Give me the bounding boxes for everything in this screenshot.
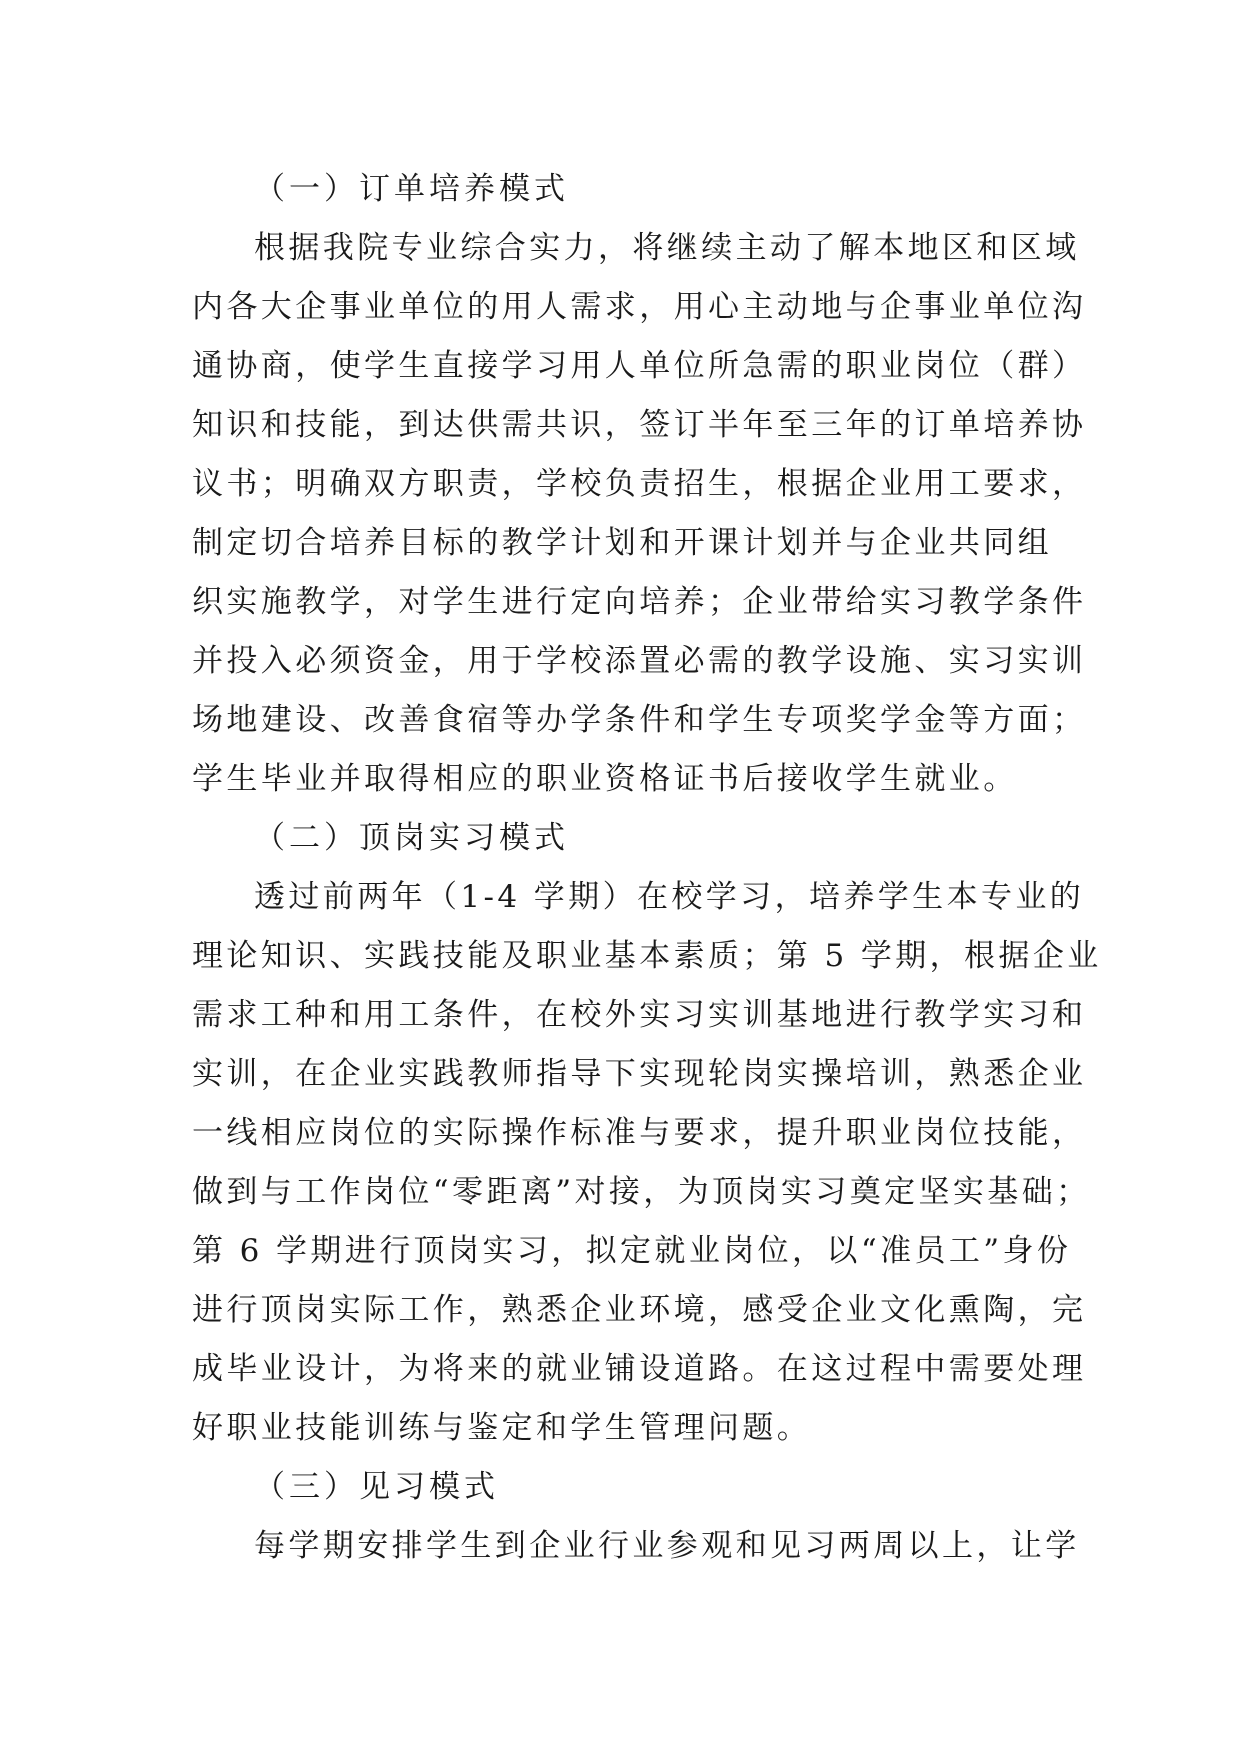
paragraph-line: 织实施教学，对学生进行定向培养；企业带给实习教学条件: [192, 584, 1087, 620]
paragraph-line: 每学期安排学生到企业行业参观和见习两周以上，让学: [254, 1528, 1080, 1564]
paragraph-line: 进行顶岗实际工作，熟悉企业环境，感受企业文化熏陶，完: [192, 1292, 1087, 1328]
paragraph-line: 透过前两年（1-4 学期）在校学习，培养学生本专业的: [254, 879, 1085, 915]
paragraph-line: 知识和技能，到达供需共识，签订半年至三年的订单培养协: [192, 407, 1087, 443]
paragraph-line: 理论知识、实践技能及职业基本素质；第 5 学期，根据企业: [192, 938, 1102, 974]
paragraph-line: 学生毕业并取得相应的职业资格证书后接收学生就业。: [192, 761, 1018, 797]
paragraph-line: 通协商，使学生直接学习用人单位所急需的职业岗位（群）: [192, 348, 1087, 384]
section-heading-3: （三）见习模式: [254, 1469, 499, 1505]
paragraph-line: 需求工种和用工条件，在校外实习实训基地进行教学实习和: [192, 997, 1087, 1033]
paragraph-line: 内各大企事业单位的用人需求，用心主动地与企事业单位沟: [192, 289, 1087, 325]
paragraph-line: 制定切合培养目标的教学计划和开课计划并与企业共同组: [192, 525, 1052, 561]
paragraph-line: 议书；明确双方职责，学校负责招生，根据企业用工要求，: [192, 466, 1087, 502]
paragraph-line: 实训，在企业实践教师指导下实现轮岗实操培训，熟悉企业: [192, 1056, 1087, 1092]
paragraph-line: 根据我院专业综合实力，将继续主动了解本地区和区域: [254, 230, 1080, 266]
paragraph-line: 做到与工作岗位“零距离”对接，为顶岗实习奠定坚实基础；: [192, 1174, 1091, 1210]
paragraph-line: 成毕业设计，为将来的就业铺设道路。在这过程中需要处理: [192, 1351, 1087, 1387]
section-heading-2: （二）顶岗实习模式: [254, 820, 569, 856]
section-heading-1: （一）订单培养模式: [254, 171, 569, 207]
document-body: [192, 160, 1102, 1576]
paragraph-line: 一线相应岗位的实际操作标准与要求，提升职业岗位技能，: [192, 1115, 1087, 1151]
paragraph-line: 并投入必须资金，用于学校添置必需的教学设施、实习实训: [192, 643, 1087, 679]
paragraph-line: 好职业技能训练与鉴定和学生管理问题。: [192, 1410, 812, 1446]
paragraph-line: 第 6 学期进行顶岗实习，拟定就业岗位，以“准员工”身份: [192, 1233, 1072, 1269]
paragraph-line: 场地建设、改善食宿等办学条件和学生专项奖学金等方面；: [192, 702, 1087, 738]
